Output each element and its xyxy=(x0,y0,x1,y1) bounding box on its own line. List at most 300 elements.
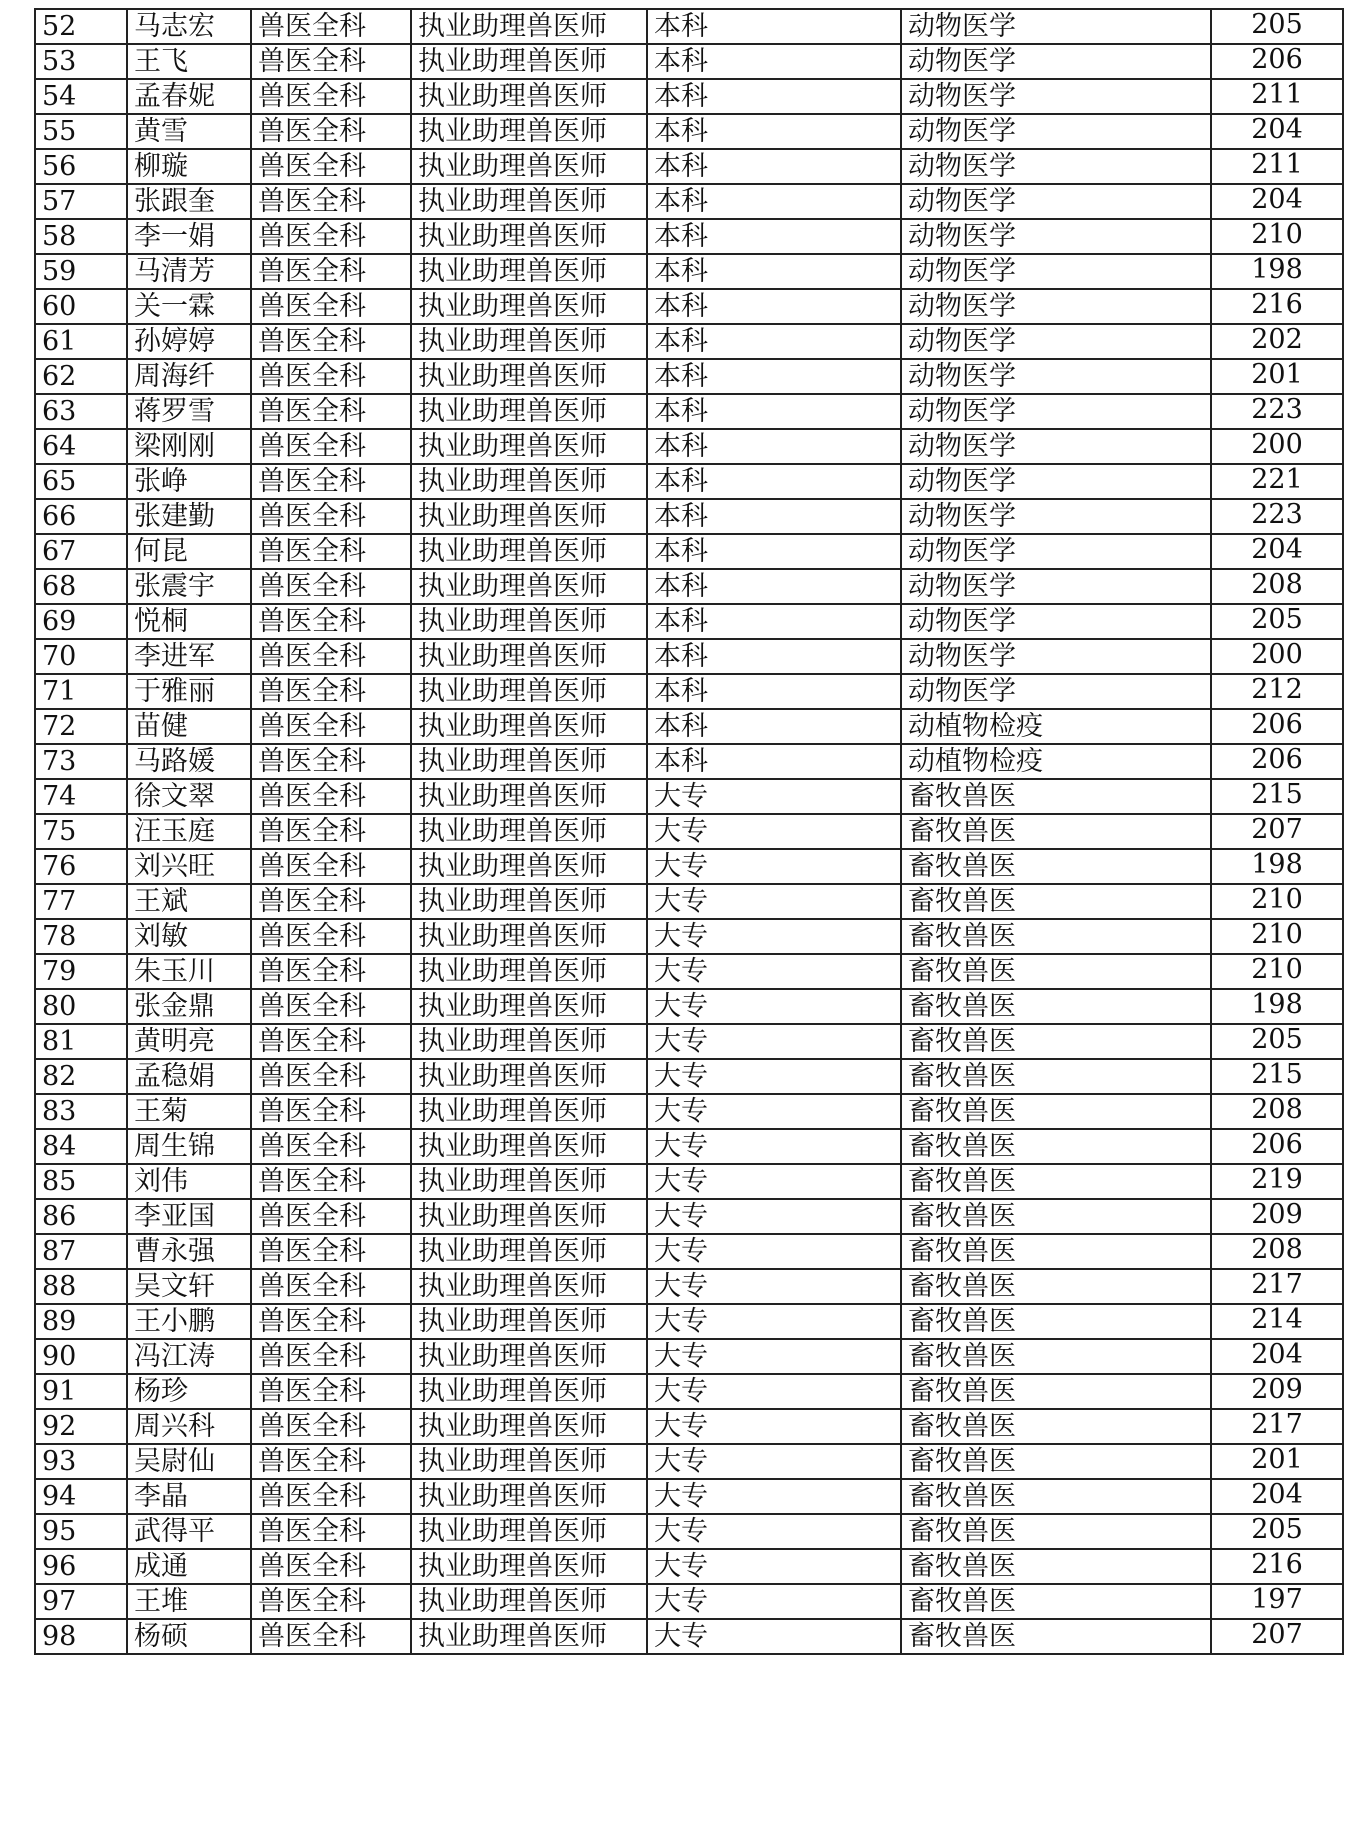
major-cell: 畜牧兽医 xyxy=(901,919,1211,954)
certificate-type-cell: 执业助理兽医师 xyxy=(411,674,647,709)
row-number-cell: 72 xyxy=(35,709,127,744)
person-name-cell: 吴文轩 xyxy=(127,1269,251,1304)
major-cell: 畜牧兽医 xyxy=(901,989,1211,1024)
score-cell: 216 xyxy=(1211,289,1343,324)
major-cell: 动植物检疫 xyxy=(901,744,1211,779)
major-cell: 畜牧兽医 xyxy=(901,1584,1211,1619)
row-number-cell: 70 xyxy=(35,639,127,674)
table-row xyxy=(35,1024,1343,1059)
row-number-cell: 86 xyxy=(35,1199,127,1234)
certificate-type-cell: 执业助理兽医师 xyxy=(411,394,647,429)
exam-category-cell: 兽医全科 xyxy=(251,289,411,324)
score-cell: 205 xyxy=(1211,1514,1343,1549)
table-row xyxy=(35,149,1343,184)
certificate-type-cell: 执业助理兽医师 xyxy=(411,989,647,1024)
person-name-cell: 关一霖 xyxy=(127,289,251,324)
row-number-cell: 69 xyxy=(35,604,127,639)
major-cell: 畜牧兽医 xyxy=(901,1619,1211,1654)
major-cell: 畜牧兽医 xyxy=(901,1514,1211,1549)
certificate-type-cell: 执业助理兽医师 xyxy=(411,744,647,779)
certificate-type-cell: 执业助理兽医师 xyxy=(411,534,647,569)
major-cell: 动物医学 xyxy=(901,219,1211,254)
results-table-body xyxy=(35,9,1343,1654)
row-number-cell: 80 xyxy=(35,989,127,1024)
certificate-type-cell: 执业助理兽医师 xyxy=(411,1514,647,1549)
row-number-cell: 55 xyxy=(35,114,127,149)
table-row xyxy=(35,744,1343,779)
person-name-cell: 王堆 xyxy=(127,1584,251,1619)
table-row xyxy=(35,1269,1343,1304)
table-row xyxy=(35,1059,1343,1094)
exam-category-cell: 兽医全科 xyxy=(251,1374,411,1409)
major-cell: 动植物检疫 xyxy=(901,709,1211,744)
exam-category-cell: 兽医全科 xyxy=(251,184,411,219)
certificate-type-cell: 执业助理兽医师 xyxy=(411,79,647,114)
table-row xyxy=(35,954,1343,989)
table-row xyxy=(35,604,1343,639)
score-cell: 217 xyxy=(1211,1409,1343,1444)
score-cell: 212 xyxy=(1211,674,1343,709)
exam-category-cell: 兽医全科 xyxy=(251,394,411,429)
score-cell: 207 xyxy=(1211,1619,1343,1654)
row-number-cell: 56 xyxy=(35,149,127,184)
table-row xyxy=(35,919,1343,954)
certificate-type-cell: 执业助理兽医师 xyxy=(411,44,647,79)
table-row xyxy=(35,639,1343,674)
person-name-cell: 汪玉庭 xyxy=(127,814,251,849)
person-name-cell: 朱玉川 xyxy=(127,954,251,989)
education-level-cell: 大专 xyxy=(647,1304,901,1339)
education-level-cell: 大专 xyxy=(647,849,901,884)
person-name-cell: 张金鼎 xyxy=(127,989,251,1024)
certificate-type-cell: 执业助理兽医师 xyxy=(411,1094,647,1129)
major-cell: 动物医学 xyxy=(901,114,1211,149)
certificate-type-cell: 执业助理兽医师 xyxy=(411,569,647,604)
education-level-cell: 大专 xyxy=(647,779,901,814)
row-number-cell: 65 xyxy=(35,464,127,499)
certificate-type-cell: 执业助理兽医师 xyxy=(411,604,647,639)
table-row xyxy=(35,79,1343,114)
score-cell: 217 xyxy=(1211,1269,1343,1304)
education-level-cell: 大专 xyxy=(647,1129,901,1164)
education-level-cell: 本科 xyxy=(647,604,901,639)
person-name-cell: 马志宏 xyxy=(127,9,251,44)
exam-category-cell: 兽医全科 xyxy=(251,1234,411,1269)
row-number-cell: 92 xyxy=(35,1409,127,1444)
score-cell: 204 xyxy=(1211,534,1343,569)
table-row xyxy=(35,1549,1343,1584)
score-cell: 214 xyxy=(1211,1304,1343,1339)
person-name-cell: 蒋罗雪 xyxy=(127,394,251,429)
major-cell: 畜牧兽医 xyxy=(901,1199,1211,1234)
row-number-cell: 83 xyxy=(35,1094,127,1129)
major-cell: 畜牧兽医 xyxy=(901,1129,1211,1164)
certificate-type-cell: 执业助理兽医师 xyxy=(411,499,647,534)
exam-category-cell: 兽医全科 xyxy=(251,1479,411,1514)
education-level-cell: 大专 xyxy=(647,1619,901,1654)
certificate-type-cell: 执业助理兽医师 xyxy=(411,464,647,499)
certificate-type-cell: 执业助理兽医师 xyxy=(411,1129,647,1164)
row-number-cell: 98 xyxy=(35,1619,127,1654)
education-level-cell: 大专 xyxy=(647,1269,901,1304)
exam-category-cell: 兽医全科 xyxy=(251,1584,411,1619)
major-cell: 动物医学 xyxy=(901,9,1211,44)
certificate-type-cell: 执业助理兽医师 xyxy=(411,919,647,954)
exam-category-cell: 兽医全科 xyxy=(251,1164,411,1199)
major-cell: 畜牧兽医 xyxy=(901,1234,1211,1269)
certificate-type-cell: 执业助理兽医师 xyxy=(411,114,647,149)
exam-category-cell: 兽医全科 xyxy=(251,1409,411,1444)
major-cell: 畜牧兽医 xyxy=(901,1444,1211,1479)
education-level-cell: 本科 xyxy=(647,499,901,534)
major-cell: 畜牧兽医 xyxy=(901,1549,1211,1584)
table-row xyxy=(35,499,1343,534)
major-cell: 动物医学 xyxy=(901,324,1211,359)
score-cell: 215 xyxy=(1211,1059,1343,1094)
score-cell: 198 xyxy=(1211,849,1343,884)
major-cell: 动物医学 xyxy=(901,359,1211,394)
row-number-cell: 73 xyxy=(35,744,127,779)
exam-category-cell: 兽医全科 xyxy=(251,674,411,709)
table-row xyxy=(35,1584,1343,1619)
score-cell: 206 xyxy=(1211,744,1343,779)
score-cell: 223 xyxy=(1211,394,1343,429)
education-level-cell: 本科 xyxy=(647,184,901,219)
education-level-cell: 本科 xyxy=(647,534,901,569)
row-number-cell: 66 xyxy=(35,499,127,534)
table-row xyxy=(35,1444,1343,1479)
person-name-cell: 马清芳 xyxy=(127,254,251,289)
education-level-cell: 本科 xyxy=(647,324,901,359)
table-row xyxy=(35,394,1343,429)
education-level-cell: 本科 xyxy=(647,674,901,709)
education-level-cell: 大专 xyxy=(647,884,901,919)
exam-category-cell: 兽医全科 xyxy=(251,1339,411,1374)
education-level-cell: 大专 xyxy=(647,1479,901,1514)
table-row xyxy=(35,1199,1343,1234)
table-row xyxy=(35,884,1343,919)
person-name-cell: 王斌 xyxy=(127,884,251,919)
education-level-cell: 本科 xyxy=(647,429,901,464)
table-row xyxy=(35,184,1343,219)
education-level-cell: 本科 xyxy=(647,44,901,79)
row-number-cell: 89 xyxy=(35,1304,127,1339)
education-level-cell: 大专 xyxy=(647,1409,901,1444)
education-level-cell: 本科 xyxy=(647,289,901,324)
row-number-cell: 96 xyxy=(35,1549,127,1584)
table-row xyxy=(35,254,1343,289)
row-number-cell: 58 xyxy=(35,219,127,254)
major-cell: 畜牧兽医 xyxy=(901,1094,1211,1129)
table-row xyxy=(35,989,1343,1024)
score-cell: 205 xyxy=(1211,604,1343,639)
score-cell: 211 xyxy=(1211,79,1343,114)
major-cell: 动物医学 xyxy=(901,394,1211,429)
exam-category-cell: 兽医全科 xyxy=(251,744,411,779)
certificate-type-cell: 执业助理兽医师 xyxy=(411,9,647,44)
row-number-cell: 84 xyxy=(35,1129,127,1164)
certificate-type-cell: 执业助理兽医师 xyxy=(411,1549,647,1584)
certificate-type-cell: 执业助理兽医师 xyxy=(411,254,647,289)
exam-category-cell: 兽医全科 xyxy=(251,814,411,849)
score-cell: 204 xyxy=(1211,184,1343,219)
certificate-type-cell: 执业助理兽医师 xyxy=(411,884,647,919)
certificate-type-cell: 执业助理兽医师 xyxy=(411,639,647,674)
table-row xyxy=(35,1094,1343,1129)
person-name-cell: 孟春妮 xyxy=(127,79,251,114)
major-cell: 畜牧兽医 xyxy=(901,1164,1211,1199)
row-number-cell: 68 xyxy=(35,569,127,604)
row-number-cell: 82 xyxy=(35,1059,127,1094)
major-cell: 动物医学 xyxy=(901,184,1211,219)
major-cell: 畜牧兽医 xyxy=(901,1479,1211,1514)
certificate-type-cell: 执业助理兽医师 xyxy=(411,1199,647,1234)
education-level-cell: 大专 xyxy=(647,1024,901,1059)
exam-category-cell: 兽医全科 xyxy=(251,779,411,814)
document-page xyxy=(34,8,1344,1655)
certificate-type-cell: 执业助理兽医师 xyxy=(411,1059,647,1094)
education-level-cell: 大专 xyxy=(647,1059,901,1094)
table-row xyxy=(35,1164,1343,1199)
score-cell: 223 xyxy=(1211,499,1343,534)
education-level-cell: 大专 xyxy=(647,1514,901,1549)
certificate-type-cell: 执业助理兽医师 xyxy=(411,1619,647,1654)
education-level-cell: 本科 xyxy=(647,9,901,44)
score-cell: 210 xyxy=(1211,884,1343,919)
results-table xyxy=(34,8,1344,1655)
score-cell: 210 xyxy=(1211,919,1343,954)
person-name-cell: 孙婷婷 xyxy=(127,324,251,359)
row-number-cell: 59 xyxy=(35,254,127,289)
table-row xyxy=(35,1619,1343,1654)
exam-category-cell: 兽医全科 xyxy=(251,429,411,464)
certificate-type-cell: 执业助理兽医师 xyxy=(411,219,647,254)
row-number-cell: 81 xyxy=(35,1024,127,1059)
score-cell: 206 xyxy=(1211,44,1343,79)
certificate-type-cell: 执业助理兽医师 xyxy=(411,709,647,744)
person-name-cell: 周兴科 xyxy=(127,1409,251,1444)
exam-category-cell: 兽医全科 xyxy=(251,324,411,359)
exam-category-cell: 兽医全科 xyxy=(251,9,411,44)
education-level-cell: 大专 xyxy=(647,989,901,1024)
exam-category-cell: 兽医全科 xyxy=(251,499,411,534)
exam-category-cell: 兽医全科 xyxy=(251,1024,411,1059)
row-number-cell: 53 xyxy=(35,44,127,79)
person-name-cell: 梁刚刚 xyxy=(127,429,251,464)
exam-category-cell: 兽医全科 xyxy=(251,849,411,884)
exam-category-cell: 兽医全科 xyxy=(251,919,411,954)
score-cell: 206 xyxy=(1211,709,1343,744)
education-level-cell: 大专 xyxy=(647,814,901,849)
education-level-cell: 大专 xyxy=(647,919,901,954)
score-cell: 204 xyxy=(1211,114,1343,149)
score-cell: 211 xyxy=(1211,149,1343,184)
table-row xyxy=(35,1234,1343,1269)
score-cell: 210 xyxy=(1211,954,1343,989)
major-cell: 畜牧兽医 xyxy=(901,1304,1211,1339)
table-row xyxy=(35,534,1343,569)
exam-category-cell: 兽医全科 xyxy=(251,1059,411,1094)
person-name-cell: 张跟奎 xyxy=(127,184,251,219)
table-row xyxy=(35,779,1343,814)
certificate-type-cell: 执业助理兽医师 xyxy=(411,779,647,814)
education-level-cell: 本科 xyxy=(647,639,901,674)
score-cell: 205 xyxy=(1211,9,1343,44)
table-row xyxy=(35,464,1343,499)
exam-category-cell: 兽医全科 xyxy=(251,989,411,1024)
education-level-cell: 本科 xyxy=(647,359,901,394)
major-cell: 畜牧兽医 xyxy=(901,779,1211,814)
table-row xyxy=(35,674,1343,709)
major-cell: 动物医学 xyxy=(901,639,1211,674)
exam-category-cell: 兽医全科 xyxy=(251,359,411,394)
table-row xyxy=(35,814,1343,849)
certificate-type-cell: 执业助理兽医师 xyxy=(411,1024,647,1059)
score-cell: 201 xyxy=(1211,359,1343,394)
education-level-cell: 大专 xyxy=(647,1234,901,1269)
person-name-cell: 王飞 xyxy=(127,44,251,79)
score-cell: 221 xyxy=(1211,464,1343,499)
education-level-cell: 本科 xyxy=(647,464,901,499)
row-number-cell: 57 xyxy=(35,184,127,219)
score-cell: 198 xyxy=(1211,254,1343,289)
certificate-type-cell: 执业助理兽医师 xyxy=(411,1374,647,1409)
education-level-cell: 本科 xyxy=(647,114,901,149)
certificate-type-cell: 执业助理兽医师 xyxy=(411,289,647,324)
table-row xyxy=(35,569,1343,604)
certificate-type-cell: 执业助理兽医师 xyxy=(411,1164,647,1199)
certificate-type-cell: 执业助理兽医师 xyxy=(411,1304,647,1339)
exam-category-cell: 兽医全科 xyxy=(251,219,411,254)
major-cell: 动物医学 xyxy=(901,254,1211,289)
certificate-type-cell: 执业助理兽医师 xyxy=(411,1479,647,1514)
person-name-cell: 冯江涛 xyxy=(127,1339,251,1374)
score-cell: 216 xyxy=(1211,1549,1343,1584)
score-cell: 205 xyxy=(1211,1024,1343,1059)
person-name-cell: 李进军 xyxy=(127,639,251,674)
person-name-cell: 于雅丽 xyxy=(127,674,251,709)
table-row xyxy=(35,324,1343,359)
education-level-cell: 大专 xyxy=(647,1584,901,1619)
row-number-cell: 97 xyxy=(35,1584,127,1619)
person-name-cell: 张建勤 xyxy=(127,499,251,534)
exam-category-cell: 兽医全科 xyxy=(251,254,411,289)
person-name-cell: 成通 xyxy=(127,1549,251,1584)
row-number-cell: 67 xyxy=(35,534,127,569)
major-cell: 动物医学 xyxy=(901,79,1211,114)
person-name-cell: 李晶 xyxy=(127,1479,251,1514)
row-number-cell: 88 xyxy=(35,1269,127,1304)
education-level-cell: 本科 xyxy=(647,569,901,604)
score-cell: 198 xyxy=(1211,989,1343,1024)
table-row xyxy=(35,429,1343,464)
row-number-cell: 75 xyxy=(35,814,127,849)
major-cell: 畜牧兽医 xyxy=(901,1409,1211,1444)
score-cell: 204 xyxy=(1211,1479,1343,1514)
exam-category-cell: 兽医全科 xyxy=(251,1269,411,1304)
row-number-cell: 79 xyxy=(35,954,127,989)
major-cell: 畜牧兽医 xyxy=(901,884,1211,919)
score-cell: 202 xyxy=(1211,324,1343,359)
major-cell: 畜牧兽医 xyxy=(901,1024,1211,1059)
table-row xyxy=(35,359,1343,394)
person-name-cell: 黄明亮 xyxy=(127,1024,251,1059)
certificate-type-cell: 执业助理兽医师 xyxy=(411,1234,647,1269)
row-number-cell: 91 xyxy=(35,1374,127,1409)
certificate-type-cell: 执业助理兽医师 xyxy=(411,1339,647,1374)
table-row xyxy=(35,1374,1343,1409)
certificate-type-cell: 执业助理兽医师 xyxy=(411,324,647,359)
person-name-cell: 吴尉仙 xyxy=(127,1444,251,1479)
row-number-cell: 74 xyxy=(35,779,127,814)
major-cell: 动物医学 xyxy=(901,149,1211,184)
person-name-cell: 周生锦 xyxy=(127,1129,251,1164)
education-level-cell: 大专 xyxy=(647,954,901,989)
row-number-cell: 62 xyxy=(35,359,127,394)
person-name-cell: 何昆 xyxy=(127,534,251,569)
table-row xyxy=(35,44,1343,79)
person-name-cell: 周海纤 xyxy=(127,359,251,394)
major-cell: 畜牧兽医 xyxy=(901,814,1211,849)
certificate-type-cell: 执业助理兽医师 xyxy=(411,814,647,849)
person-name-cell: 柳璇 xyxy=(127,149,251,184)
row-number-cell: 63 xyxy=(35,394,127,429)
person-name-cell: 杨珍 xyxy=(127,1374,251,1409)
table-row xyxy=(35,1129,1343,1164)
exam-category-cell: 兽医全科 xyxy=(251,464,411,499)
major-cell: 畜牧兽医 xyxy=(901,1339,1211,1374)
row-number-cell: 93 xyxy=(35,1444,127,1479)
row-number-cell: 95 xyxy=(35,1514,127,1549)
score-cell: 207 xyxy=(1211,814,1343,849)
exam-category-cell: 兽医全科 xyxy=(251,1094,411,1129)
person-name-cell: 黄雪 xyxy=(127,114,251,149)
table-row xyxy=(35,9,1343,44)
certificate-type-cell: 执业助理兽医师 xyxy=(411,359,647,394)
person-name-cell: 孟稳娟 xyxy=(127,1059,251,1094)
major-cell: 动物医学 xyxy=(901,499,1211,534)
row-number-cell: 87 xyxy=(35,1234,127,1269)
education-level-cell: 本科 xyxy=(647,394,901,429)
major-cell: 畜牧兽医 xyxy=(901,1269,1211,1304)
exam-category-cell: 兽医全科 xyxy=(251,1549,411,1584)
exam-category-cell: 兽医全科 xyxy=(251,149,411,184)
certificate-type-cell: 执业助理兽医师 xyxy=(411,849,647,884)
education-level-cell: 大专 xyxy=(647,1199,901,1234)
major-cell: 动物医学 xyxy=(901,289,1211,324)
row-number-cell: 54 xyxy=(35,79,127,114)
score-cell: 208 xyxy=(1211,1234,1343,1269)
row-number-cell: 60 xyxy=(35,289,127,324)
score-cell: 209 xyxy=(1211,1374,1343,1409)
person-name-cell: 悦桐 xyxy=(127,604,251,639)
certificate-type-cell: 执业助理兽医师 xyxy=(411,1269,647,1304)
person-name-cell: 苗健 xyxy=(127,709,251,744)
exam-category-cell: 兽医全科 xyxy=(251,1444,411,1479)
table-row xyxy=(35,1409,1343,1444)
score-cell: 208 xyxy=(1211,1094,1343,1129)
person-name-cell: 张峥 xyxy=(127,464,251,499)
score-cell: 219 xyxy=(1211,1164,1343,1199)
major-cell: 畜牧兽医 xyxy=(901,1374,1211,1409)
person-name-cell: 武得平 xyxy=(127,1514,251,1549)
exam-category-cell: 兽医全科 xyxy=(251,1129,411,1164)
row-number-cell: 94 xyxy=(35,1479,127,1514)
row-number-cell: 76 xyxy=(35,849,127,884)
table-row xyxy=(35,1339,1343,1374)
table-row xyxy=(35,289,1343,324)
score-cell: 201 xyxy=(1211,1444,1343,1479)
